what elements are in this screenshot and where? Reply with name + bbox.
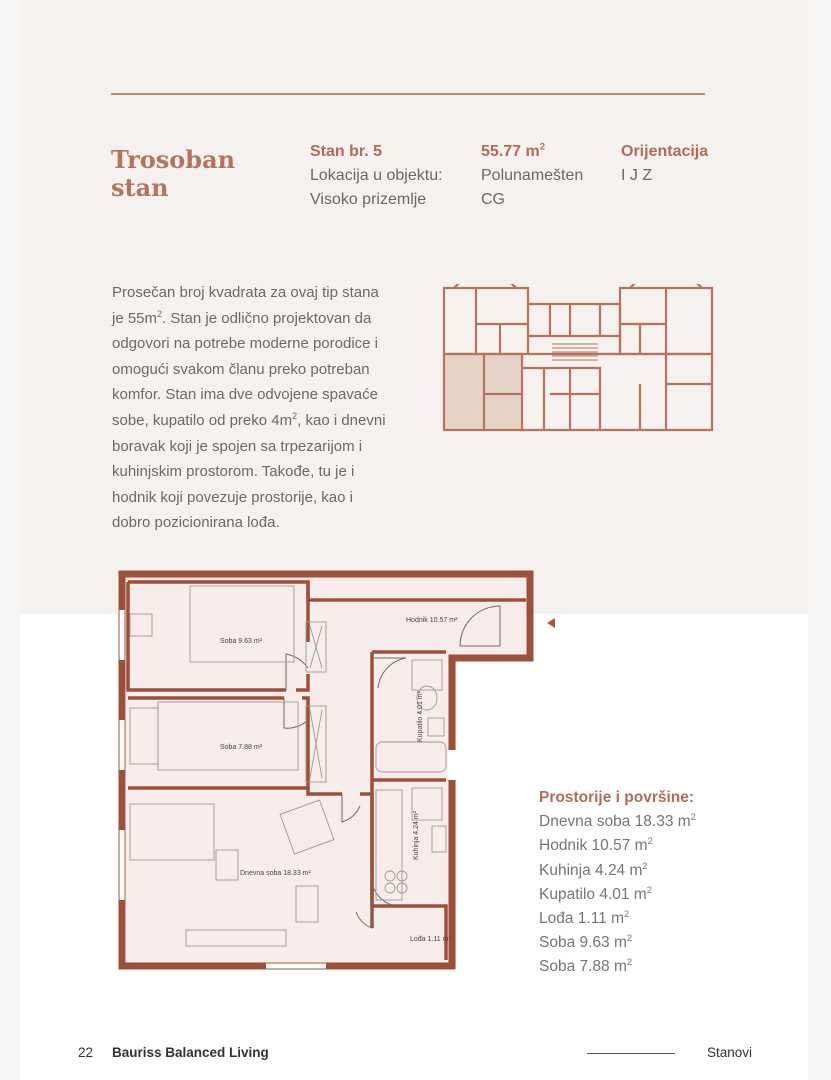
orientation-value: I J Z [621, 167, 653, 184]
header-divider [111, 93, 705, 95]
room-item: Lođa 1.11 $m^2$ [539, 908, 630, 928]
key-plan-walls [444, 284, 712, 430]
room-item: Kuhinja 4.24 $m^2$ [539, 860, 648, 879]
heating-value: CG [481, 191, 505, 208]
orientation-label: Orijentacija [621, 143, 709, 160]
footer-divider [587, 1053, 675, 1054]
building-key-plan [440, 284, 716, 436]
page-number: 22 [78, 1045, 94, 1060]
info-column-1 [310, 140, 443, 212]
brochure-page [20, 0, 808, 1080]
furnishing-value: Polunamešten [481, 167, 584, 184]
room-item: Kupatilo 4.01 $m^2$ [539, 884, 652, 903]
room-item: Hodnik 10.57 $m^2$ [539, 836, 653, 855]
rooms-list [539, 786, 696, 980]
room-label-soba-2: Soba 7.88 m² [220, 744, 263, 751]
room-item: Dnevna soba 18.33 $m^2$ [539, 812, 696, 831]
room-label-kuhinja: Kuhinja 4.24 m² [413, 810, 420, 860]
section-name: Stanovi [707, 1045, 753, 1060]
brand-name: Bauriss Balanced Living [112, 1045, 269, 1060]
room-item: Soba 7.88 $m^2$ [539, 957, 633, 976]
room-label-hodnik: Hodnik 10.57 m² [406, 617, 458, 624]
room-item: Soba 9.63 $m^2$ [539, 933, 633, 952]
room-label-kupatilo: Kupatilo 4.01 m² [417, 691, 424, 742]
rooms-heading: Prostorije i površine: [539, 789, 695, 806]
room-label-dnevna: Dnevna soba 18.33 m² [240, 870, 311, 877]
title-line-2: stan [111, 173, 169, 202]
info-column-3 [621, 140, 708, 188]
location-label: Lokacija u objektu: [310, 167, 443, 184]
key-plan-stairs [552, 344, 598, 360]
apartment-title [111, 146, 281, 202]
apartment-floor-plan [116, 570, 536, 970]
title-line-1: Trosoban [111, 145, 236, 174]
entrance-arrow-icon [547, 618, 555, 628]
apartment-number: Stan br. 5 [310, 143, 383, 160]
floor-value: Visoko prizemlje [310, 191, 427, 208]
area-value: 55.77 $m^2$ [481, 141, 546, 160]
info-column-2 [481, 140, 583, 212]
apartment-description: Prosečan broj kvadrata za ovaj tip stana je $55m^2$. Stan je odlično projektovan da odgovori na potrebe moderne porodice i omogući svakom članu preko potreban komfor. Stan ima dve odvojene spavaće sobe, kupatilo od preko $4m^2$, kao i dnevni boravak koji je spojen sa trpezarijom i kuhinjskim prostorom. Takođe, tu je i hodnik koji povezuje prostorije, kao i dobro pozicionirana lođa. [112, 284, 386, 532]
room-label-loda: Lođa 1.11 m² [410, 936, 451, 943]
room-label-soba-1: Soba 9.63 m² [220, 638, 263, 645]
